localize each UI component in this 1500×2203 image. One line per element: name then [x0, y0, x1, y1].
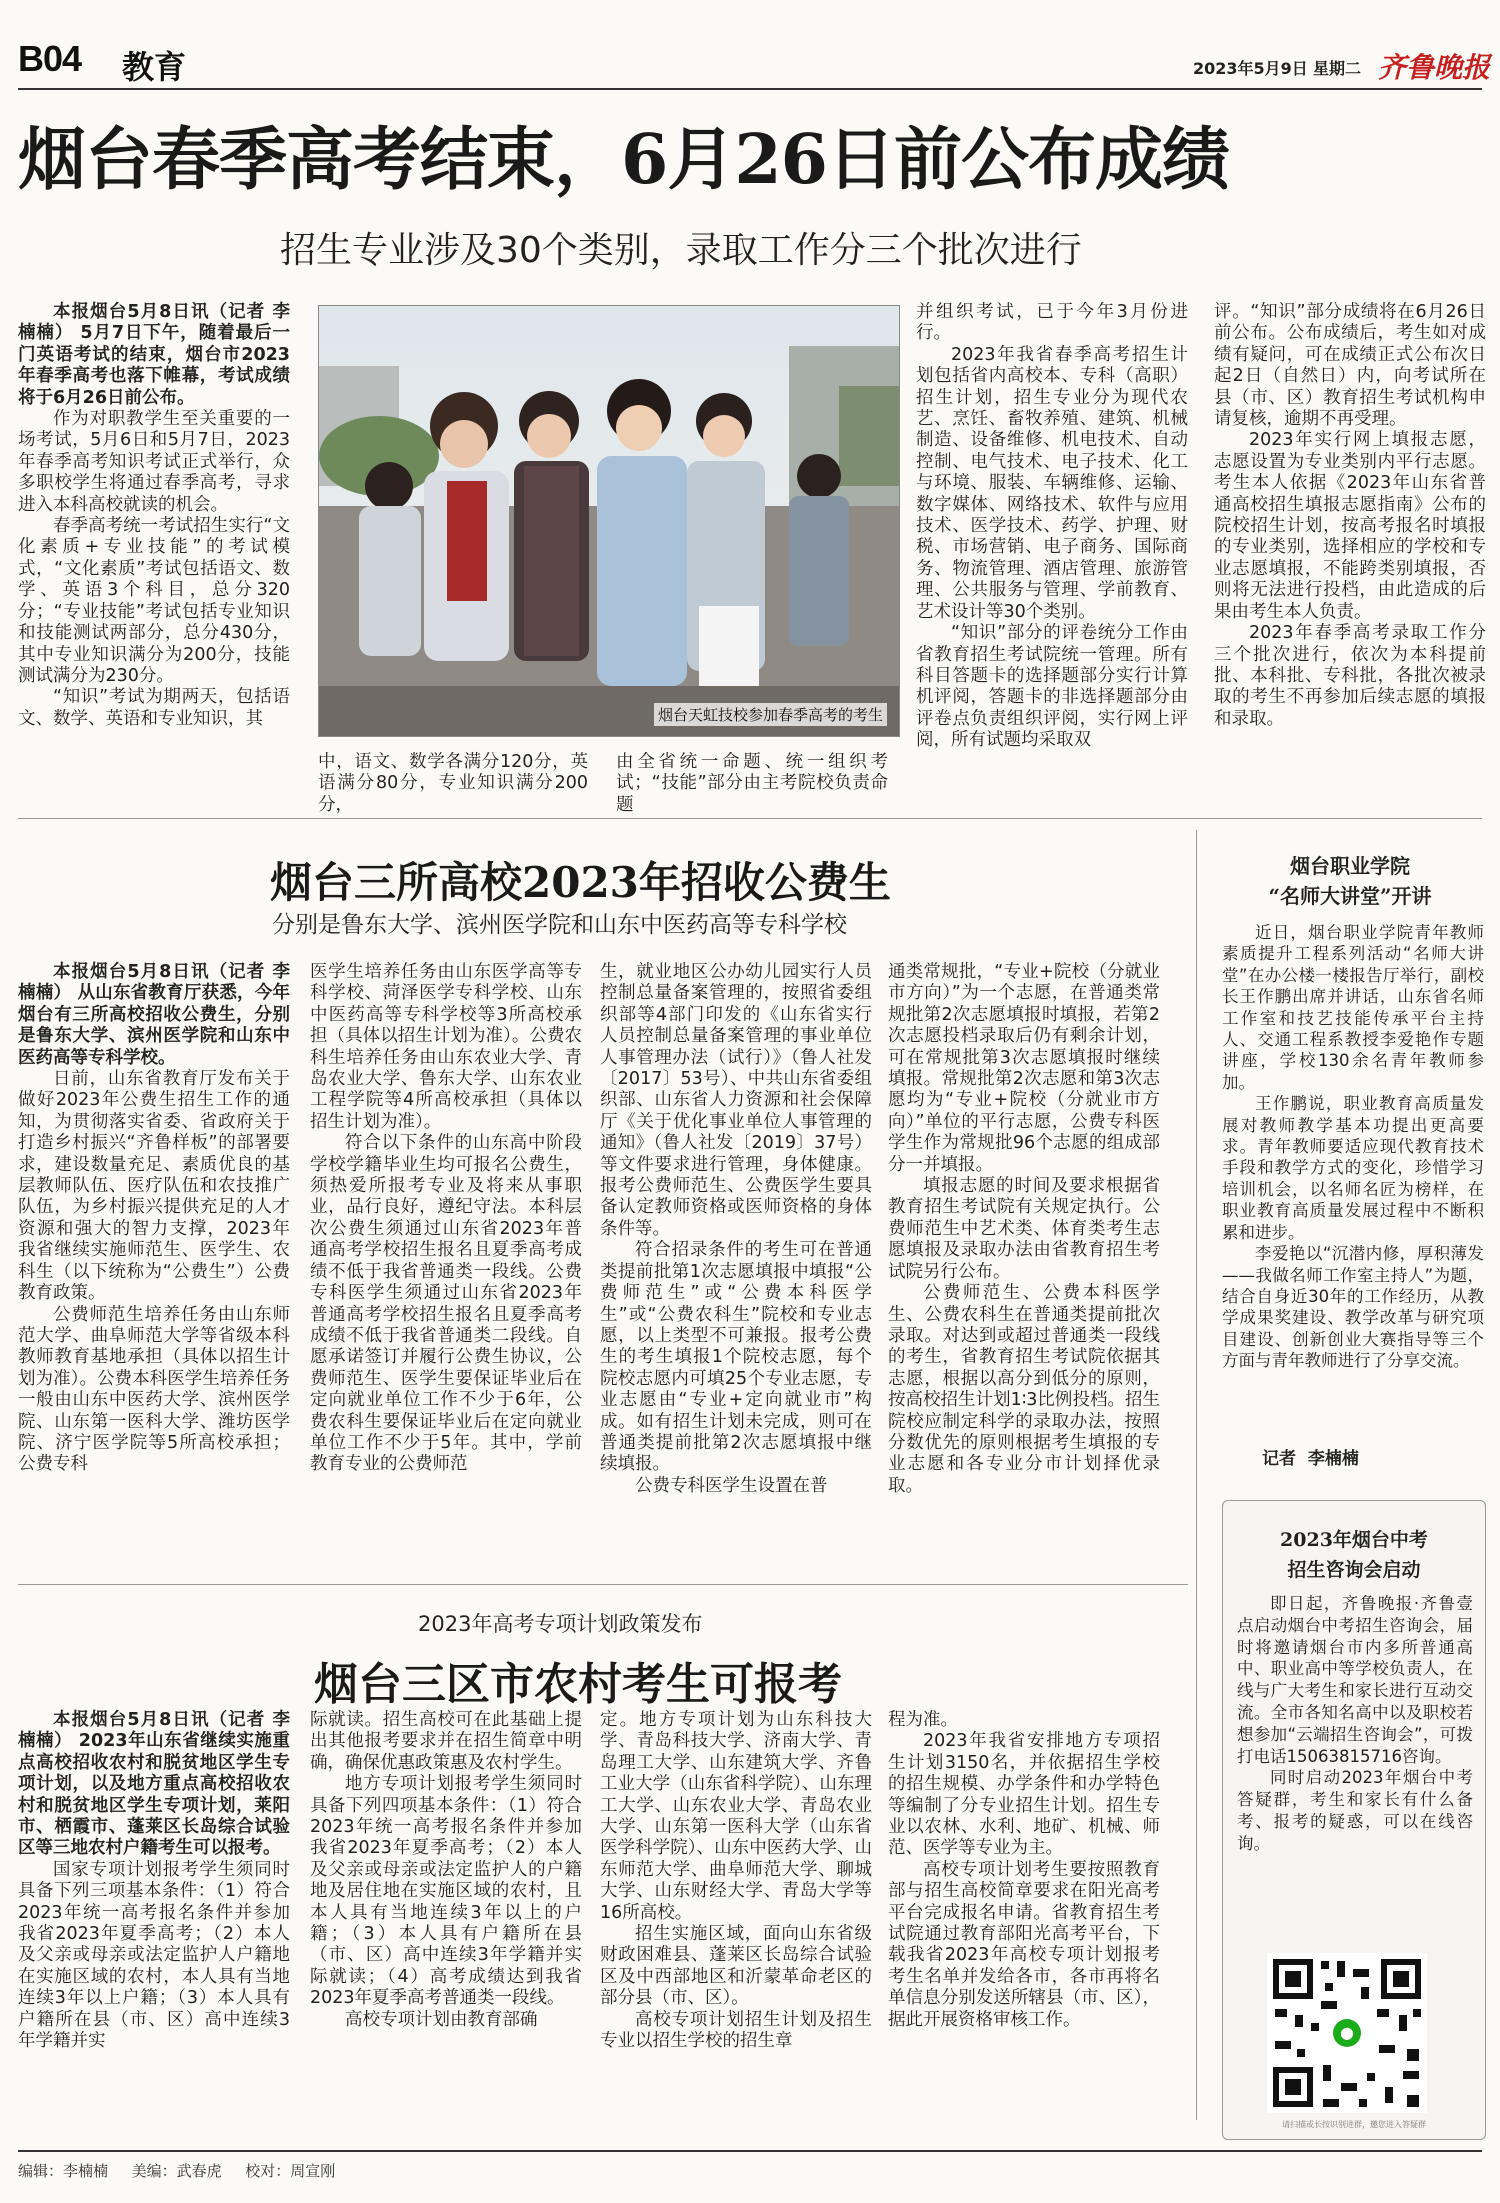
paragraph: 中，语文、数学各满分120分，英语满分80分，专业知识满分200分， — [318, 752, 588, 815]
paragraph: 高校专项计划考生要按照教育部与招生高校简章要求在阳光高考平台完成报名申请。省教育招生考试院通过教育部阳光高考平台，下载我省2023年高校专项计划报考考生名单并发给各市，各市再将名单信息分别发送所辖县（市、区），据此开展资格审核工作。 — [888, 1859, 1160, 2030]
paragraph: 符合以下条件的山东高中阶段学校学籍毕业生均可报名公费生，须热爱所报考专业及将来从事职业，品行良好，遵纪守法。本科层次公费生须通过山东省2023年普通高考学校招生报名且夏季高考成绩不低于我省普通类一段线。公费专科医学生须通过山东省2023年普通高考学校招生报名且夏季高考成绩不低于我省普通类二段线。自愿承诺签订并履行公费生协议，公费师范生、医学生要保证毕业后在定向就业单位工作不少于6年，公费农科生要保证毕业后在定向就业单位工作不少于5年。其中，学前教育专业的公费师范 — [310, 1133, 582, 1475]
editor-label: 编辑： — [18, 2162, 64, 2180]
paragraph: 公费师范生、公费本科医学生、公费农科生在普通类提前批次录取。对达到或超过普通类一段线的考生，省教育招生考试院依据其志愿，根据以高分到低分的原则，按高校招生计划1∶3比例投档。招生院校应制定科学的录取办法，按照分数优先的原则根据考生填报的专业志愿和各专业分市计划择优录取。 — [888, 1283, 1160, 1496]
editor-name: 李楠楠 — [63, 2162, 109, 2180]
lead-col-3 — [916, 302, 1188, 798]
sidebar2-body — [1237, 1593, 1473, 1963]
sidebar1-title-line2: “名师大讲堂”开讲 — [1268, 884, 1432, 908]
paragraph: 日前，山东省教育厅发布关于做好2023年公费生招生工作的通知，为贯彻落实省委、省政府关于打造乡村振兴“齐鲁样板”的部署要求，建设数量充足、素质优良的基层教师队伍、医疗队伍和农技推广队伍，为乡村振兴提供充足的人才资源和强大的智力支撑，2023年我省继续实施师范生、医学生、农科生（以下统称为“公费生”）公费教育政策。 — [18, 1069, 290, 1304]
lead-paragraph: 本报烟台5月8日讯（记者 李楠楠） 5月7日下午，随着最后一门英语考试的结束，烟台市2023年春季高考也落下帷幕，考试成绩将于6月26日前公布。 — [18, 302, 290, 408]
paragraph: 并组织考试，已于今年3月份进行。 — [916, 302, 1188, 344]
paragraph: 生，就业地区公办幼儿园实行人员控制总量备案管理的，按照省委组织部等4部门印发的《山东省实行人员控制总量备案管理的事业单位人事管理办法（试行）》（鲁人社发〔2017〕53号）、中共山东省委组织部、山东省人力资源和社会保障厅《关于优化事业单位人事管理的通知》（鲁人社发〔2019〕37号）等文件要求进行管理，身体健康。报考公费师范生、公费医学生要具备认定教师资格或医师资格的身体条件等。 — [600, 962, 872, 1239]
proof-label: 校对： — [245, 2162, 291, 2180]
footer-rule — [18, 2150, 1482, 2152]
lead-paragraph: 本报烟台5月8日讯（记者 李楠楠） 2023年山东省继续实施重点高校招收农村和脱贫地区学生专项计划，以及地方重点高校招收农村和脱贫地区学生专项计划，莱阳市、栖霞市、蓬莱区长岛综合试验区等三地农村户籍考生可以报考。 — [18, 1710, 290, 1859]
paragraph: 公费专科医学生设置在普 — [635, 1475, 828, 1496]
section-rule — [18, 1584, 1188, 1585]
credits — [18, 2160, 335, 2181]
lead-paragraph: 本报烟台5月8日讯（记者 李楠楠） 从山东省教育厅获悉，今年烟台有三所高校招收公费生，分别是鲁东大学、滨州医学院和山东中医药高等专科学校。 — [18, 962, 290, 1068]
story2-col-4 — [888, 962, 1160, 1574]
paragraph: “知识”考试为期两天，包括语文、数学、英语和专业知识，其 — [18, 687, 290, 729]
paragraph: 即日起，齐鲁晚报·齐鲁壹点启动烟台中考招生咨询会，届时将邀请烟台市内多所普通高中、职业高中等学校负责人，在线与广大考生和家长进行互动交流。全市各知名高中以及职校若想参加“云端招生咨询会”，可拨打电话15063815716咨询。 — [1237, 1594, 1473, 1766]
sidebar-divider — [1196, 830, 1197, 2120]
paragraph: “知识”部分的评卷统分工作由省教育招生考试院统一管理。所有科目答题卡的选择题部分实行计算机评阅，答题卡的非选择题部分由评卷点负责组织评阅，实行网上评阅，所有试题均采取双 — [916, 623, 1188, 751]
paragraph: 同时启动2023年烟台中考答疑群，考生和家长有什么备考、报考的疑惑，可以在线咨询。 — [1237, 1768, 1473, 1853]
sidebar1-body — [1222, 922, 1484, 1371]
paragraph: 评。“知识”部分成绩将在6月26日前公布。公布成绩后，考生如对成绩有疑问，可在成绩正式公布次日起2日（自然日）内，向考试所在县（市、区）教育招生考试机构申请复核，逾期不再受理。 — [1214, 302, 1486, 430]
paragraph: 高校专项计划由教育部确 — [345, 2009, 538, 2030]
lead-col-4 — [1214, 302, 1486, 798]
paragraph: 春季高考统一考试招生实行“文化素质+专业技能”的考试模式，“文化素质”考试包括语文、数学、英语3个科目，总分320分；“专业技能”考试包括专业知识和技能测试两部分，总分430分，其中专业知识满分为200分，技能测试满分为230分。 — [18, 516, 290, 686]
lead-col-1 — [18, 302, 290, 778]
story2-col-1 — [18, 962, 290, 1574]
sidebar2-title-line2: 招生咨询会启动 — [1287, 1559, 1421, 1581]
story3-col-4 — [888, 1710, 1160, 2134]
paragraph: 填报志愿的时间及要求根据省教育招生考试院有关规定执行。公费师范生中艺术类、体育类考生志愿填报及录取办法由省教育招生考试院另行公布。 — [888, 1176, 1160, 1282]
lead-headline: 烟台春季高考结束，6月26日前公布成绩 — [18, 120, 1229, 200]
paragraph: 地方专项计划报考学生须同时具备下列四项基本条件：（1）符合2023年统一高考报名条件并参加我省2023年夏季高考；（2）本人及父亲或母亲或法定监护人的户籍地及居住地在实施区域的农村，且本人具有当地连续3年以上的户籍；（3）本人具有户籍所在县（市、区）高中连续3年学籍并实际就读；（4）高考成绩达到我省2023年夏季高考普通类一段线。 — [310, 1774, 582, 2009]
qr-code[interactable] — [1267, 1953, 1427, 2113]
paragraph: 高校专项计划招生计划及招生专业以招生学校的招生章 — [600, 2009, 872, 2052]
paragraph: 近日，烟台职业学院青年教师素质提升工程系列活动“名师大讲堂”在办公楼一楼报告厅举行，副校长王作鹏出席并讲话，山东省名师工作室和技艺技能传承平台主持人、交通工程系教授李爱艳作专题讲座，学校130余名青年教师参加。 — [1222, 923, 1484, 1092]
story3-col-2 — [310, 1710, 582, 2134]
designer-label: 美编： — [131, 2162, 177, 2180]
paragraph: 招生实施区域，面向山东省级财政困难县、蓬莱区长岛综合试验区及中西部地区和沂蒙革命老区的部分县（市、区）。 — [600, 1924, 872, 2009]
story3-col-3 — [600, 1710, 872, 2134]
story2-headline: 烟台三所高校2023年招收公费生 — [270, 858, 891, 907]
lead-under-photo-right — [616, 752, 888, 815]
lead-photo — [318, 305, 900, 737]
paragraph: 国家专项计划报考学生须同时具备下列三项基本条件：（1）符合2023年统一高考报名条件并参加我省2023年夏季高考；（2）本人及父亲或母亲或法定监护人户籍地在实施区域的农村，本人具有当地连续3年以上户籍；（3）本人具有户籍所在县（市、区）高中连续3年学籍并实 — [18, 1859, 290, 2052]
story2-col-3 — [600, 962, 872, 1574]
lead-subheadline: 招生专业涉及30个类别，录取工作分三个批次进行 — [280, 230, 1082, 271]
paragraph: 符合招录条件的考生可在普通类提前批第1次志愿填报中填报“公费师范生”或“公费本科医学生”或“公费农科生”院校和专业志愿，以上类型不可兼报。报考公费生的考生填报1个院校志愿，每个院校志愿内可填25个专业志愿，专业志愿由“专业+定向就业市”构成。如有招生计划未完成，则可在普通类提前批第2次志愿填报中继续填报。 — [600, 1240, 872, 1475]
paragraph: 程为准。 — [888, 1710, 958, 1730]
section-name: 教育 — [122, 48, 187, 86]
sidebar2-title-line1: 2023年烟台中考 — [1280, 1529, 1428, 1551]
paragraph: 2023年实行网上填报志愿，志愿设置为专业类别内平行志愿。考生本人依据《2023年山东省普通高校招生填报志愿指南》公布的院校招生计划，按高考报名时填报的专业类别，选择相应的学校和专业志愿填报，不能跨类别填报，否则将无法进行投档，由此造成的后果由考生本人负责。 — [1214, 430, 1486, 622]
proof-name: 周宣刚 — [290, 2162, 336, 2180]
paragraph: 2023年春季高考录取工作分三个批次进行，依次为本科提前批、本科批、专科批，各批次被录取的考生不再参加后续志愿的填报和录取。 — [1214, 623, 1486, 729]
paragraph: 公费师范生培养任务由山东师范大学、曲阜师范大学等省级本科教师教育基地承担（具体以招生计划为准）。公费本科医学生培养任务一般由山东中医药大学、滨州医学院、山东第一医科大学、潍坊医学院、济宁医学院等5所高校承担；公费专科 — [18, 1304, 290, 1475]
paragraph: 定。地方专项计划为山东科技大学、青岛科技大学、济南大学、青岛理工大学、山东建筑大学、齐鲁工业大学（山东省科学院）、山东理工大学、山东农业大学、青岛农业大学、山东第一医科大学（山东省医学科学院）、山东中医药大学、山东师范大学、曲阜师范大学、聊城大学、山东财经大学、青岛大学等16所高校。 — [600, 1710, 872, 1923]
sidebar1-title-line1: 烟台职业学院 — [1290, 854, 1410, 878]
story3-col-1 — [18, 1710, 290, 2134]
story3-kicker: 2023年高考专项计划政策发布 — [418, 1612, 703, 1636]
designer-name: 武春虎 — [176, 2162, 222, 2180]
photo-illustration — [319, 306, 899, 736]
paragraph: 2023年我省春季高考招生计划包括省内高校本、专科（高职）招生计划，招生专业分为现代农艺、烹饪、畜牧养殖、建筑、机械制造、设备维修、机电技术、自动控制、电气技术、电子技术、化工与环境、服装、车辆维修、运输、数字媒体、网络技术、软件与应用技术、医学技术、药学、护理、财税、市场营销、电子商务、国际商务、物流管理、酒店管理、旅游管理、公共服务与管理、学前教育、艺术设计等30个类别。 — [916, 344, 1188, 622]
issue-date: 2023年5月9日 — [1193, 59, 1308, 78]
section-rule — [18, 818, 1482, 819]
page-code: B04 — [18, 38, 82, 79]
paragraph: 李爱艳以“沉潜内修，厚积薄发——我做名师工作室主持人”为题，结合自身近30年的工作经历，从教学成果奖建设、教学改革与研究项目建设、创新创业大赛指导等三个方面与青年教师进行了分享交流。 — [1222, 1244, 1484, 1371]
page-header — [0, 0, 1500, 84]
paragraph: 通类常规批，“专业+院校（分就业市方向）”为一个志愿，在普通类常规批第2次志愿填报时填报，若第2次志愿投档录取后仍有剩余计划，可在常规批第3次志愿填报时继续填报。常规批第2次志愿和第3次志愿均为“专业+院校（分就业市方向）”单位的平行志愿，公费专科医学生作为常规批96个志愿的组成部分一并填报。 — [888, 962, 1160, 1175]
sidebar1-byline: 记者 李楠楠 — [1262, 1449, 1359, 1469]
paragraph: 由全省统一命题、统一组织考试；“技能”部分由主考院校负责命题 — [616, 752, 888, 815]
story2-col-2 — [310, 962, 582, 1574]
paragraph: 2023年我省安排地方专项招生计划3150名，并依据招生学校的招生规模、办学条件和办学特色等编制了分专业招生计划。招生专业以农林、水利、地矿、机械、师范、医学等专业为主。 — [888, 1731, 1160, 1859]
masthead-logo: 齐鲁晚报 — [1378, 51, 1491, 84]
paragraph: 王作鹏说，职业教育高质量发展对教师教学基本功提出更高要求。青年教师要适应现代教育技术手段和教学方式的变化，珍惜学习培训机会，以名师名匠为榜样，在职业教育高质量发展过程中不断积累和进步。 — [1222, 1094, 1484, 1242]
lead-under-photo-left — [318, 752, 588, 815]
wechat-icon: ● — [1333, 2019, 1361, 2047]
qr-caption: 请扫描或长按识别进群，邀您进入答疑群 — [1282, 2120, 1426, 2129]
paragraph: 医学生培养任务由山东医学高等专科学校、菏泽医学专科学校、山东中医药高等专科学校等3所高校承担（具体以招生计划为准）。公费农科生培养任务由山东农业大学、青岛农业大学、鲁东大学、山东农业工程学院等4所高校承担（具体以招生计划为准）。 — [310, 962, 582, 1132]
paragraph: 际就读。招生高校可在此基础上提出其他报考要求并在招生简章中明确，确保优惠政策惠及农村学生。 — [310, 1710, 582, 1773]
sidebar2-box — [1222, 1500, 1486, 2140]
photo-caption: 烟台天虹技校参加春季高考的考生 — [654, 703, 887, 726]
story2-subheadline: 分别是鲁东大学、滨州医学院和山东中医药高等专科学校 — [272, 912, 847, 938]
story3-headline: 烟台三区市农村考生可报考 — [314, 1659, 842, 1710]
issue-weekday: 星期二 — [1313, 59, 1362, 78]
paragraph: 作为对职教学生至关重要的一场考试，5月6日和5月7日，2023年春季高考知识考试正式举行，众多职校学生将通过春季高考，寻求进入本科高校就读的机会。 — [18, 409, 290, 515]
header-rule — [18, 88, 1482, 90]
